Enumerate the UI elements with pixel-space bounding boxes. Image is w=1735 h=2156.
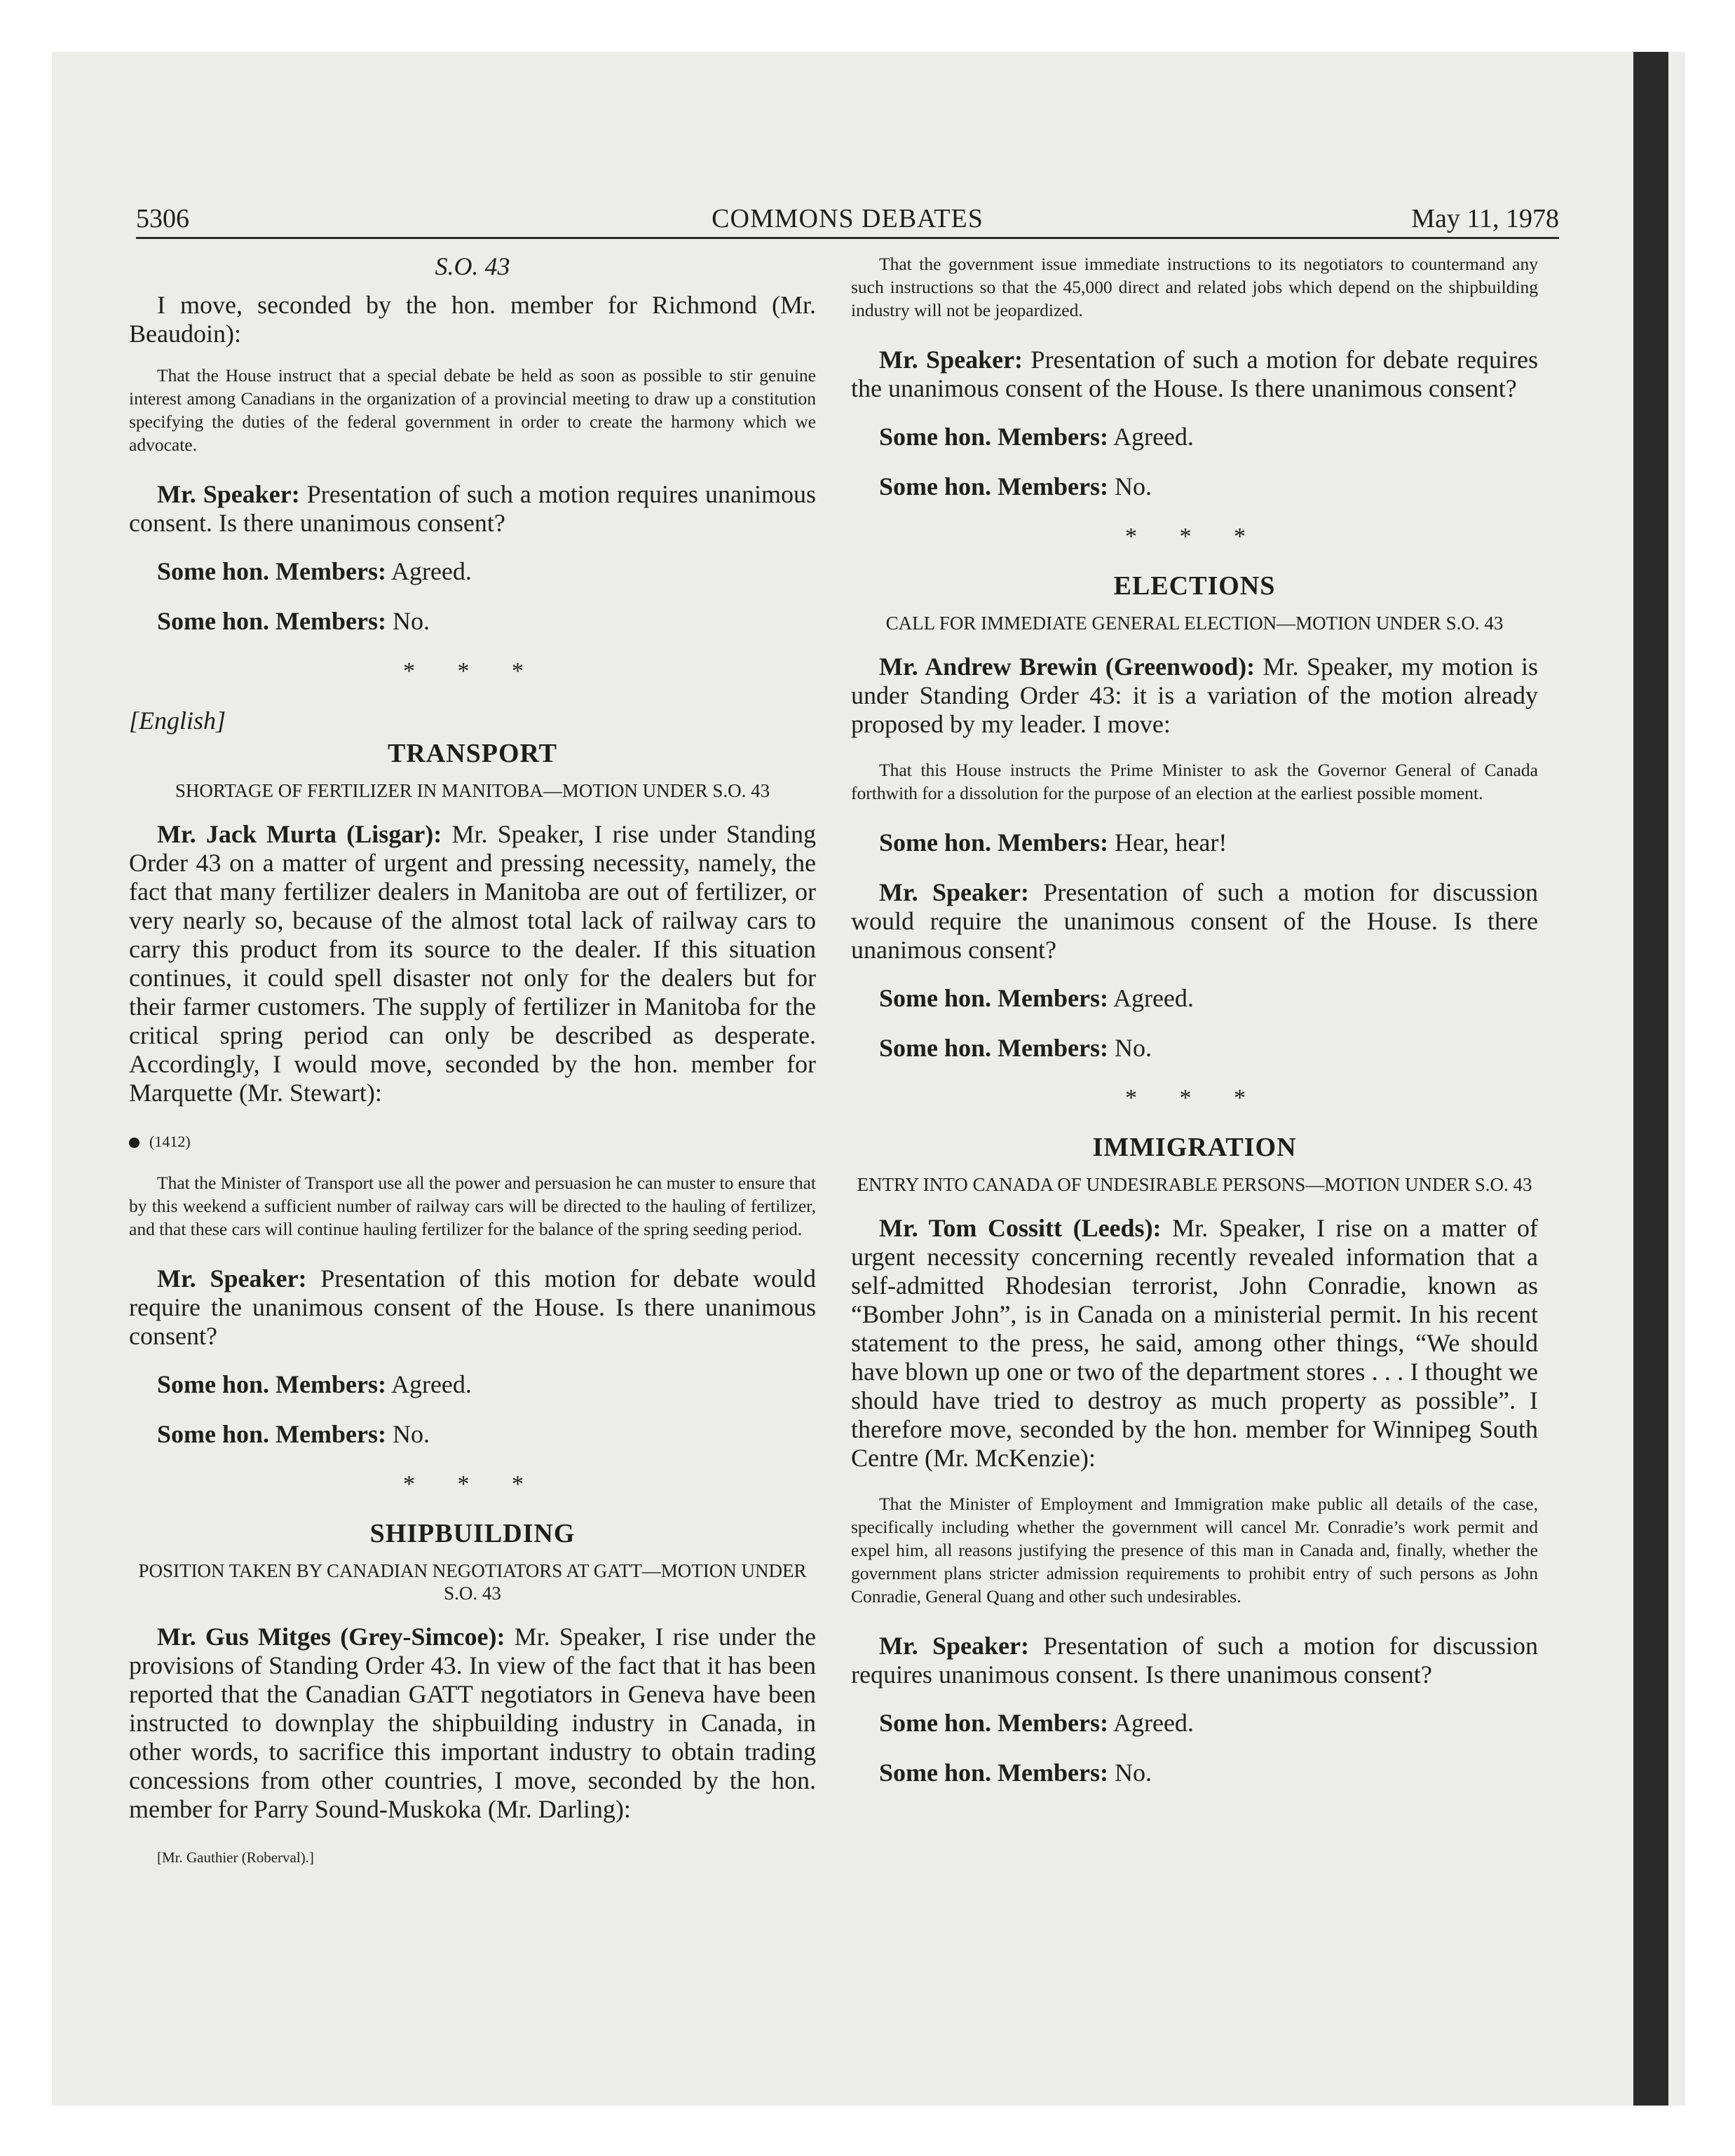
- speech-paragraph: [129, 1264, 816, 1351]
- response-text: Agreed.: [386, 1370, 472, 1398]
- speaker-name: Some hon. Members:: [879, 1709, 1108, 1737]
- left-column: [129, 252, 816, 1872]
- speaker-name: Mr. Tom Cossitt (Leeds):: [879, 1214, 1162, 1242]
- speaker-name: Mr. Andrew Brewin (Greenwood):: [879, 653, 1256, 681]
- intro-paragraph: I move, seconded by the hon. member for Richmond (Mr. Beaudoin):: [129, 291, 816, 348]
- speaker-name: Some hon. Members:: [879, 423, 1108, 451]
- speaker-name: Mr. Speaker:: [157, 480, 300, 508]
- publication-title: COMMONS DEBATES: [712, 204, 984, 233]
- section-separator: * * *: [1125, 1085, 1264, 1111]
- section-subheading: POSITION TAKEN BY CANADIAN NEGOTIATORS AT GATT—MOTION UNDER S.O. 43: [138, 1560, 807, 1604]
- right-column: [851, 252, 1538, 1808]
- response-text: No.: [1108, 1759, 1152, 1787]
- response-text: No.: [386, 607, 430, 635]
- speech-text: Mr. Speaker, I rise under the provisions of Standing Order 43. In view of the fact that it has been reported that the Canadian GATT negotiators in Geneva have been instructed to downplay the shipbuilding industry in Canada, in other words, to sacrifice this important industry to obtain trading concessions from other countries, I move, seconded by the hon. member for Parry Sound-Muskoka (Mr. Darling):: [129, 1623, 816, 1823]
- response-line: [129, 1370, 816, 1399]
- speech-paragraph: [851, 1214, 1538, 1473]
- speaker-name: Mr. Speaker:: [879, 346, 1023, 374]
- response-line: [129, 607, 816, 636]
- section-separator: * * *: [403, 1471, 542, 1497]
- response-line: [851, 1709, 1538, 1738]
- response-line: [851, 472, 1538, 501]
- running-header: [136, 203, 1559, 239]
- speech-text: Mr. Speaker, I rise under Standing Order 43 on a matter of urgent and pressing necessity, namely, the fact that many fertilizer dealers in Manitoba are out of fertilizer, or very nearly so, because of the almost total lack of railway cars to carry this product from its source to the dealer. If this situation continues, it could spell disaster not only for the dealers but for their farmer customers. The supply of fertilizer in Manitoba for the critical spring period can only be described as desperate. Accordingly, I would move, seconded by the hon. member for Marquette (Mr. Stewart):: [129, 820, 817, 1107]
- time-marker-text: (1412): [149, 1133, 191, 1150]
- section-heading: TRANSPORT: [387, 739, 558, 768]
- speech-paragraph: [129, 820, 816, 1107]
- page-number: 5306: [136, 204, 189, 233]
- language-marker: [English]: [129, 707, 226, 735]
- speech-paragraph: [129, 480, 816, 538]
- section-heading: IMMIGRATION: [1092, 1133, 1297, 1162]
- section-heading: SHIPBUILDING: [369, 1519, 576, 1548]
- speech-paragraph: [851, 346, 1538, 403]
- speaker-name: Mr. Speaker:: [879, 878, 1029, 906]
- speech-text: Mr. Speaker, my motion is under Standing Order 43: it is a variation of the motion already proposed by my leader. I move:: [851, 653, 1538, 738]
- motion-text: That the Minister of Transport use all the power and persuasion he can muster to ensure that by this weekend a sufficient number of railway cars will be directed to the hauling of fertilizer, and that these cars will continue hauling fertilizer for the balance of the spring seeding period.: [129, 1173, 816, 1239]
- response-line: [851, 1034, 1538, 1063]
- speaker-name: Some hon. Members:: [879, 828, 1108, 857]
- response-line: [129, 557, 816, 586]
- speech-text: Presentation of such a motion for debate requires the unanimous consent of the House. Is there unanimous consent?: [851, 346, 1539, 402]
- motion-text: That the Minister of Employment and Immigration make public all details of the case, specifically including whether the government will cancel Mr. Conradie’s work permit and expel him, all reasons justifying the presence of this man in Canada and, finally, whether the government plans stricter admission requirements to prohibit entry of such persons as John Conradie, General Quang and other such undesirables.: [851, 1494, 1538, 1606]
- motion-text: That the government issue immediate instructions to its negotiators to countermand any such instructions so that the 45,000 direct and related jobs which depend on the shipbuilding industry will not be jeopardized.: [851, 254, 1538, 320]
- speech-text: Presentation of this motion for debate would require the unanimous consent of the House. Is there unanimous consent?: [129, 1264, 816, 1350]
- speaker-name: Mr. Speaker:: [879, 1632, 1029, 1660]
- section-separator: * * *: [403, 658, 542, 684]
- section-subheading: ENTRY INTO CANADA OF UNDESIRABLE PERSONS—MOTION UNDER S.O. 43: [857, 1174, 1532, 1195]
- issue-date: May 11, 1978: [1411, 204, 1559, 233]
- response-line: [851, 828, 1538, 857]
- response-text: Agreed.: [1108, 984, 1194, 1012]
- time-marker: [129, 1127, 816, 1156]
- speech-paragraph: [851, 1632, 1538, 1689]
- speaker-name: Some hon. Members:: [157, 557, 386, 585]
- speaker-name: Some hon. Members:: [157, 1370, 386, 1398]
- response-text: Agreed.: [1108, 423, 1194, 451]
- speaker-name: Some hon. Members:: [879, 1034, 1108, 1062]
- response-text: Hear, hear!: [1108, 828, 1227, 857]
- response-line: [129, 1420, 816, 1449]
- speaker-name: Mr. Jack Murta (Lisgar):: [157, 820, 442, 848]
- speaker-name: Some hon. Members:: [157, 1420, 386, 1448]
- speaker-footnote: [Mr. Gauthier (Roberval).]: [157, 1849, 314, 1866]
- speech-paragraph: [851, 878, 1538, 964]
- speaker-name: Some hon. Members:: [879, 984, 1108, 1012]
- response-line: [851, 1759, 1538, 1787]
- speaker-name: Mr. Gus Mitges (Grey-Simcoe):: [157, 1623, 505, 1651]
- speech-paragraph: [129, 1623, 816, 1824]
- response-text: No.: [386, 1420, 430, 1448]
- response-text: Agreed.: [1108, 1709, 1194, 1737]
- speech-text: Mr. Speaker, I rise on a matter of urgent necessity concerning recently revealed information that a self-admitted Rhodesian terrorist, John Conradie, known as “Bomber John”, is in Canada on a ministerial permit. In his recent statement to the press, he said, among other things, “We should have blown up one or two of the department stores . . . I thought we should have tried to destroy as much property as possible”. I therefore move, seconded by the hon. member for Winnipeg South Centre (Mr. McKenzie):: [851, 1214, 1538, 1472]
- speech-text: Presentation of such a motion for discussion requires unanimous consent. Is there unanimous consent?: [851, 1632, 1538, 1688]
- response-text: No.: [1108, 1034, 1152, 1062]
- section-subheading: SHORTAGE OF FERTILIZER IN MANITOBA—MOTION UNDER S.O. 43: [175, 780, 770, 801]
- speech-text: Presentation of such a motion for discussion would require the unanimous consent of the House. Is there unanimous consent?: [851, 878, 1538, 964]
- section-separator: * * *: [1125, 524, 1264, 550]
- standing-order-heading: S.O. 43: [435, 252, 510, 280]
- speaker-name: Mr. Speaker:: [157, 1264, 307, 1292]
- section-subheading: CALL FOR IMMEDIATE GENERAL ELECTION—MOTION UNDER S.O. 43: [885, 613, 1504, 634]
- section-heading: ELECTIONS: [1113, 571, 1276, 601]
- speech-text: Presentation of such a motion requires unanimous consent. Is there unanimous consent?: [129, 480, 816, 537]
- speech-paragraph: [851, 653, 1538, 739]
- motion-text: That the House instruct that a special debate be held as soon as possible to stir genuine interest among Canadians in the organization of a provincial meeting to draw up a constitution specifying the duties of the federal government in order to create the harmony which we advocate.: [129, 365, 816, 455]
- scan-edge-shadow: [1633, 52, 1668, 2106]
- response-text: Agreed.: [386, 557, 472, 585]
- response-text: No.: [1108, 472, 1152, 500]
- bullet-dot-icon: [129, 1138, 140, 1148]
- motion-text: That this House instructs the Prime Minister to ask the Governor General of Canada forthwith for a dissolution for the purpose of an election at the earliest possible moment.: [851, 760, 1538, 803]
- response-line: [851, 423, 1538, 451]
- speaker-name: Some hon. Members:: [157, 607, 386, 635]
- speaker-name: Some hon. Members:: [879, 1759, 1108, 1787]
- response-line: [851, 984, 1538, 1013]
- speaker-name: Some hon. Members:: [879, 472, 1108, 500]
